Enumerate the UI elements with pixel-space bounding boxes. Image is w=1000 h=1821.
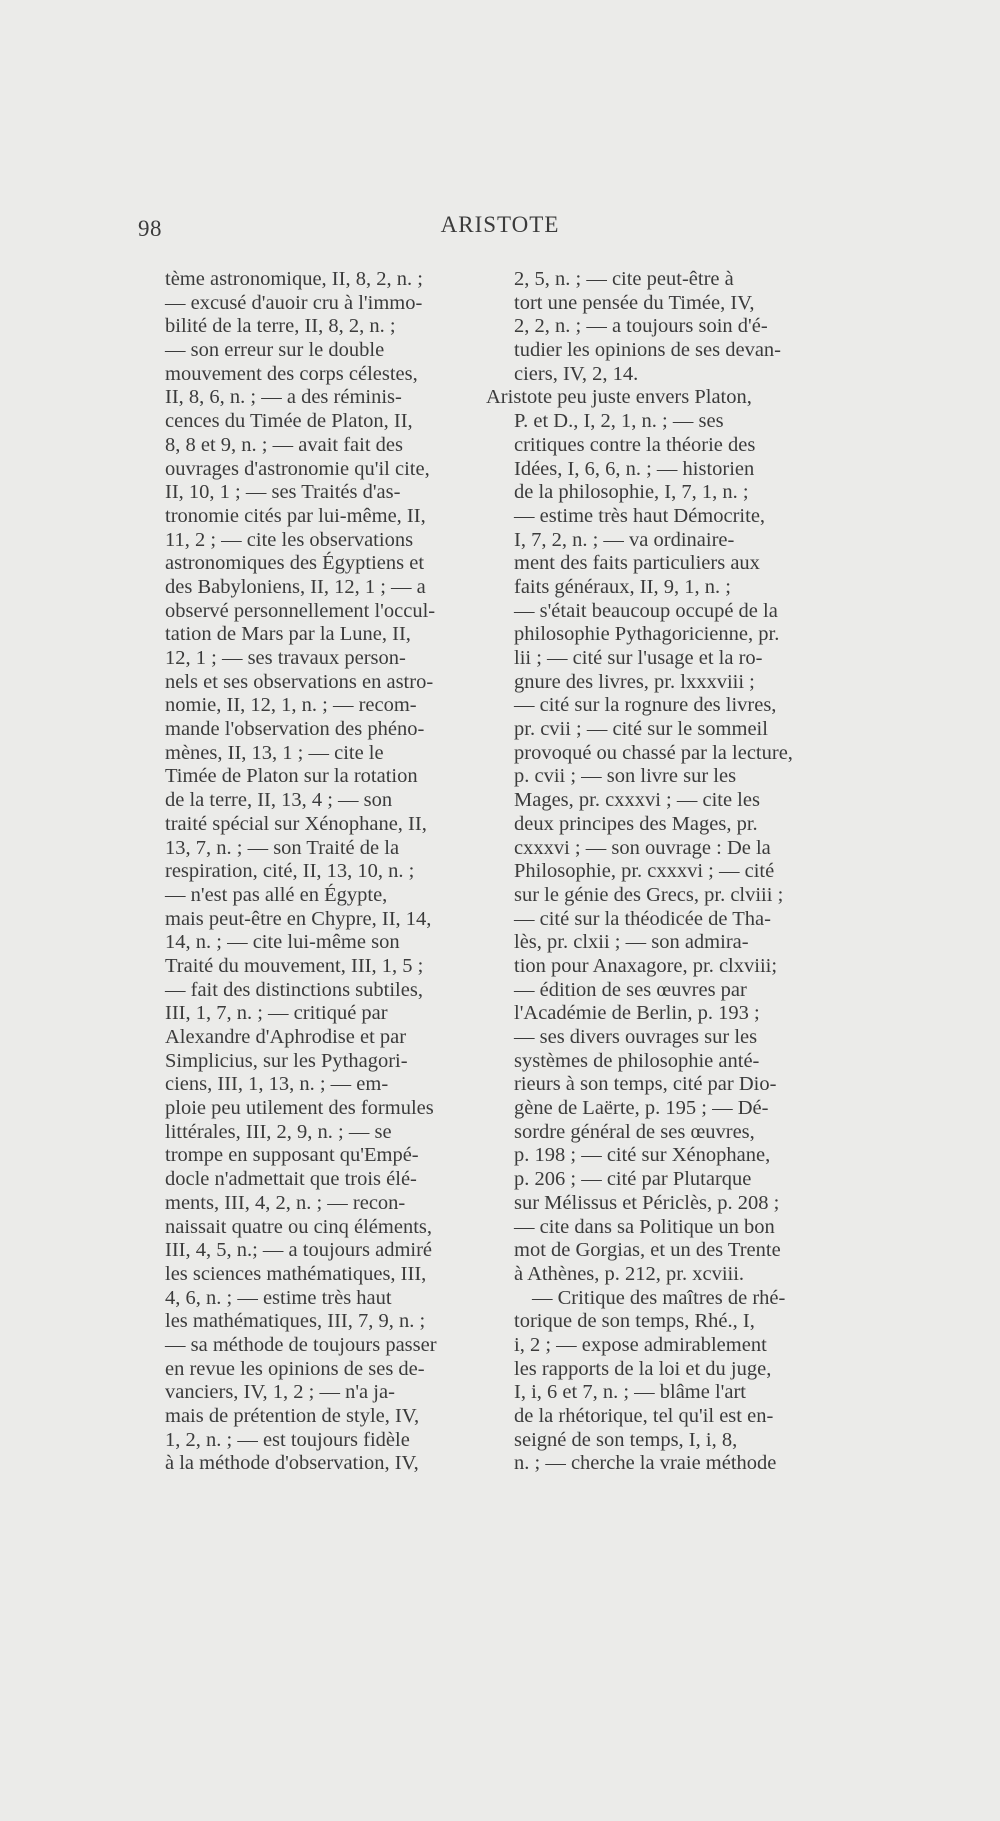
- index-line: de la rhétorique, tel qu'il est en-: [514, 1405, 774, 1427]
- index-line: n. ; — cherche la vraie méthode: [514, 1452, 777, 1475]
- index-line: tation de Mars par la Lune, II,: [165, 623, 411, 646]
- index-line: p. 206 ; — cité par Plutarque: [514, 1168, 752, 1191]
- index-line: docle n'admettait que trois élé-: [165, 1168, 417, 1191]
- index-line: — Critique des maîtres de rhé-: [532, 1286, 786, 1309]
- index-line: cences du Timée de Platon, II,: [165, 410, 413, 433]
- index-line: tudier les opinions de ses devan-: [514, 339, 782, 362]
- index-line: de la terre, II, 13, 4 ; — son: [165, 789, 393, 812]
- index-line: lès, pr. clxii ; — son admira-: [514, 931, 749, 954]
- index-line: provoqué ou chassé par la lecture,: [514, 741, 793, 764]
- index-line: bilité de la terre, II, 8, 2, n. ;: [165, 315, 396, 338]
- index-line: respiration, cité, II, 13, 10, n. ;: [165, 860, 415, 883]
- index-line: rieurs à son temps, cité par Dio-: [514, 1073, 777, 1096]
- index-line: 12, 1 ; — ses travaux person-: [165, 647, 406, 669]
- index-line: 14, n. ; — cite lui-même son: [165, 931, 400, 954]
- index-line: p. cvii ; — son livre sur les: [514, 765, 737, 788]
- index-line: P. et D., I, 2, 1, n. ; — ses: [514, 410, 724, 433]
- index-line: gnure des livres, pr. lxxxviii ;: [514, 670, 755, 693]
- left-column: [165, 268, 487, 1476]
- index-line: observé personnellement l'occul-: [165, 599, 436, 622]
- index-line: mènes, II, 13, 1 ; — cite le: [165, 741, 384, 764]
- index-line: 13, 7, n. ; — son Traité de la: [165, 836, 400, 859]
- index-line: — cite dans sa Politique un bon: [514, 1215, 775, 1238]
- index-line: Mages, pr. cxxxvi ; — cite les: [514, 789, 760, 812]
- index-line: ciers, IV, 2, 14.: [514, 362, 639, 385]
- index-line: littérales, III, 2, 9, n. ; — se: [165, 1120, 392, 1143]
- index-line: II, 8, 6, n. ; — a des réminis-: [165, 386, 402, 409]
- index-line: lii ; — cité sur l'usage et la ro-: [514, 647, 763, 669]
- index-line: Timée de Platon sur la rotation: [165, 765, 418, 788]
- index-line: mais peut-être en Chypre, II, 14,: [165, 907, 432, 930]
- index-line: l'Académie de Berlin, p. 193 ;: [514, 1002, 760, 1025]
- index-line: seigné de son temps, I, i, 8,: [514, 1428, 738, 1451]
- index-line: deux principes des Mages, pr.: [514, 812, 758, 835]
- index-line: des Babyloniens, II, 12, 1 ; — a: [165, 575, 426, 598]
- index-line: ment des faits particuliers aux: [514, 552, 760, 575]
- index-line: 4, 6, n. ; — estime très haut: [165, 1286, 392, 1309]
- index-line: nels et ses observations en astro-: [165, 670, 434, 693]
- index-line: sur le génie des Grecs, pr. clviii ;: [514, 883, 784, 906]
- index-line: à Athènes, p. 212, pr. xcviii.: [514, 1262, 745, 1285]
- index-line: Aristote peu juste envers Platon,: [486, 386, 752, 409]
- page-number: 98: [138, 216, 162, 241]
- index-line: i, 2 ; — expose admirablement: [514, 1333, 767, 1356]
- index-line: — cité sur la rognure des livres,: [514, 694, 777, 717]
- index-line: — édition de ses œuvres par: [514, 978, 747, 1001]
- index-line: sur Mélissus et Périclès, p. 208 ;: [514, 1191, 780, 1214]
- index-line: III, 4, 5, n.; — a toujours admiré: [165, 1239, 433, 1262]
- index-line: tème astronomique, II, 8, 2, n. ;: [165, 268, 423, 290]
- index-line: ouvrages d'astronomie qu'il cite,: [165, 457, 430, 480]
- index-line: tort une pensée du Timée, IV,: [514, 291, 755, 314]
- index-line: Alexandre d'Aphrodise et par: [165, 1026, 407, 1048]
- index-line: Idées, I, 6, 6, n. ; — historien: [514, 457, 755, 480]
- index-line: 2, 5, n. ; — cite peut-être à: [514, 268, 734, 290]
- index-line: 1, 2, n. ; — est toujours fidèle: [165, 1428, 410, 1451]
- index-line: mande l'observation des phéno-: [165, 718, 425, 741]
- index-line: — n'est pas allé en Égypte,: [165, 883, 388, 906]
- index-line: vanciers, IV, 1, 2 ; — n'a ja-: [165, 1381, 395, 1404]
- index-line: faits généraux, II, 9, 1, n. ;: [514, 575, 731, 598]
- index-line: Simplicius, sur les Pythagori-: [165, 1049, 408, 1072]
- index-line: ments, III, 4, 2, n. ; — recon-: [165, 1191, 406, 1214]
- index-line: 8, 8 et 9, n. ; — avait fait des: [165, 433, 403, 456]
- index-line: mais de prétention de style, IV,: [165, 1405, 420, 1427]
- index-line: torique de son temps, Rhé., I,: [514, 1310, 755, 1333]
- index-line: II, 10, 1 ; — ses Traités d'as-: [165, 481, 401, 504]
- index-line: p. 198 ; — cité sur Xénophane,: [514, 1144, 771, 1167]
- index-line: nomie, II, 12, 1, n. ; — recom-: [165, 694, 417, 717]
- index-line: trompe en supposant qu'Empé-: [165, 1144, 419, 1167]
- index-line: — s'était beaucoup occupé de la: [514, 599, 778, 622]
- index-line: ciens, III, 1, 13, n. ; — em-: [165, 1073, 389, 1096]
- index-line: naissait quatre ou cinq éléments,: [165, 1215, 432, 1238]
- index-line: — fait des distinctions subtiles,: [165, 978, 423, 1001]
- index-line: tronomie cités par lui-même, II,: [165, 504, 426, 527]
- index-line: les sciences mathématiques, III,: [165, 1262, 427, 1285]
- right-column: [486, 268, 854, 1476]
- index-line: en revue les opinions de ses de-: [165, 1357, 425, 1380]
- index-line: les rapports de la loi et du juge,: [514, 1357, 772, 1380]
- index-line: à la méthode d'observation, IV,: [165, 1452, 419, 1475]
- index-line: mot de Gorgias, et un des Trente: [514, 1239, 781, 1262]
- index-line: astronomiques des Égyptiens et: [165, 552, 425, 575]
- index-line: ploie peu utilement des formules: [165, 1097, 434, 1120]
- index-line: traité spécial sur Xénophane, II,: [165, 812, 427, 835]
- index-line: 2, 2, n. ; — a toujours soin d'é-: [514, 315, 768, 338]
- index-line: cxxxvi ; — son ouvrage : De la: [514, 836, 771, 859]
- index-line: — excusé d'auoir cru à l'immo-: [165, 291, 423, 314]
- index-line: systèmes de philosophie anté-: [514, 1049, 760, 1072]
- index-line: de la philosophie, I, 7, 1, n. ;: [514, 481, 749, 504]
- running-title: ARISTOTE: [440, 212, 560, 237]
- index-line: Philosophie, pr. cxxxvi ; — cité: [514, 860, 775, 883]
- index-line: — estime très haut Démocrite,: [514, 504, 766, 527]
- index-line: III, 1, 7, n. ; — critiqué par: [165, 1002, 388, 1025]
- index-line: les mathématiques, III, 7, 9, n. ;: [165, 1310, 426, 1333]
- index-line: sordre général de ses œuvres,: [514, 1120, 755, 1143]
- index-line: — sa méthode de toujours passer: [165, 1333, 437, 1356]
- index-line: I, i, 6 et 7, n. ; — blâme l'art: [514, 1381, 746, 1404]
- index-line: tion pour Anaxagore, pr. clxviii;: [514, 954, 778, 977]
- index-line: 11, 2 ; — cite les observations: [165, 528, 414, 551]
- index-line: mouvement des corps célestes,: [165, 362, 418, 385]
- index-line: gène de Laërte, p. 195 ; — Dé-: [514, 1097, 769, 1120]
- index-line: philosophie Pythagoricienne, pr.: [514, 623, 780, 646]
- index-line: — son erreur sur le double: [165, 339, 385, 362]
- index-line: Traité du mouvement, III, 1, 5 ;: [165, 954, 424, 977]
- index-line: critiques contre la théorie des: [514, 433, 756, 456]
- index-line: I, 7, 2, n. ; — va ordinaire-: [514, 528, 735, 551]
- index-line: — ses divers ouvrages sur les: [514, 1026, 758, 1048]
- index-line: — cité sur la théodicée de Tha-: [514, 907, 771, 930]
- index-line: pr. cvii ; — cité sur le sommeil: [514, 718, 768, 741]
